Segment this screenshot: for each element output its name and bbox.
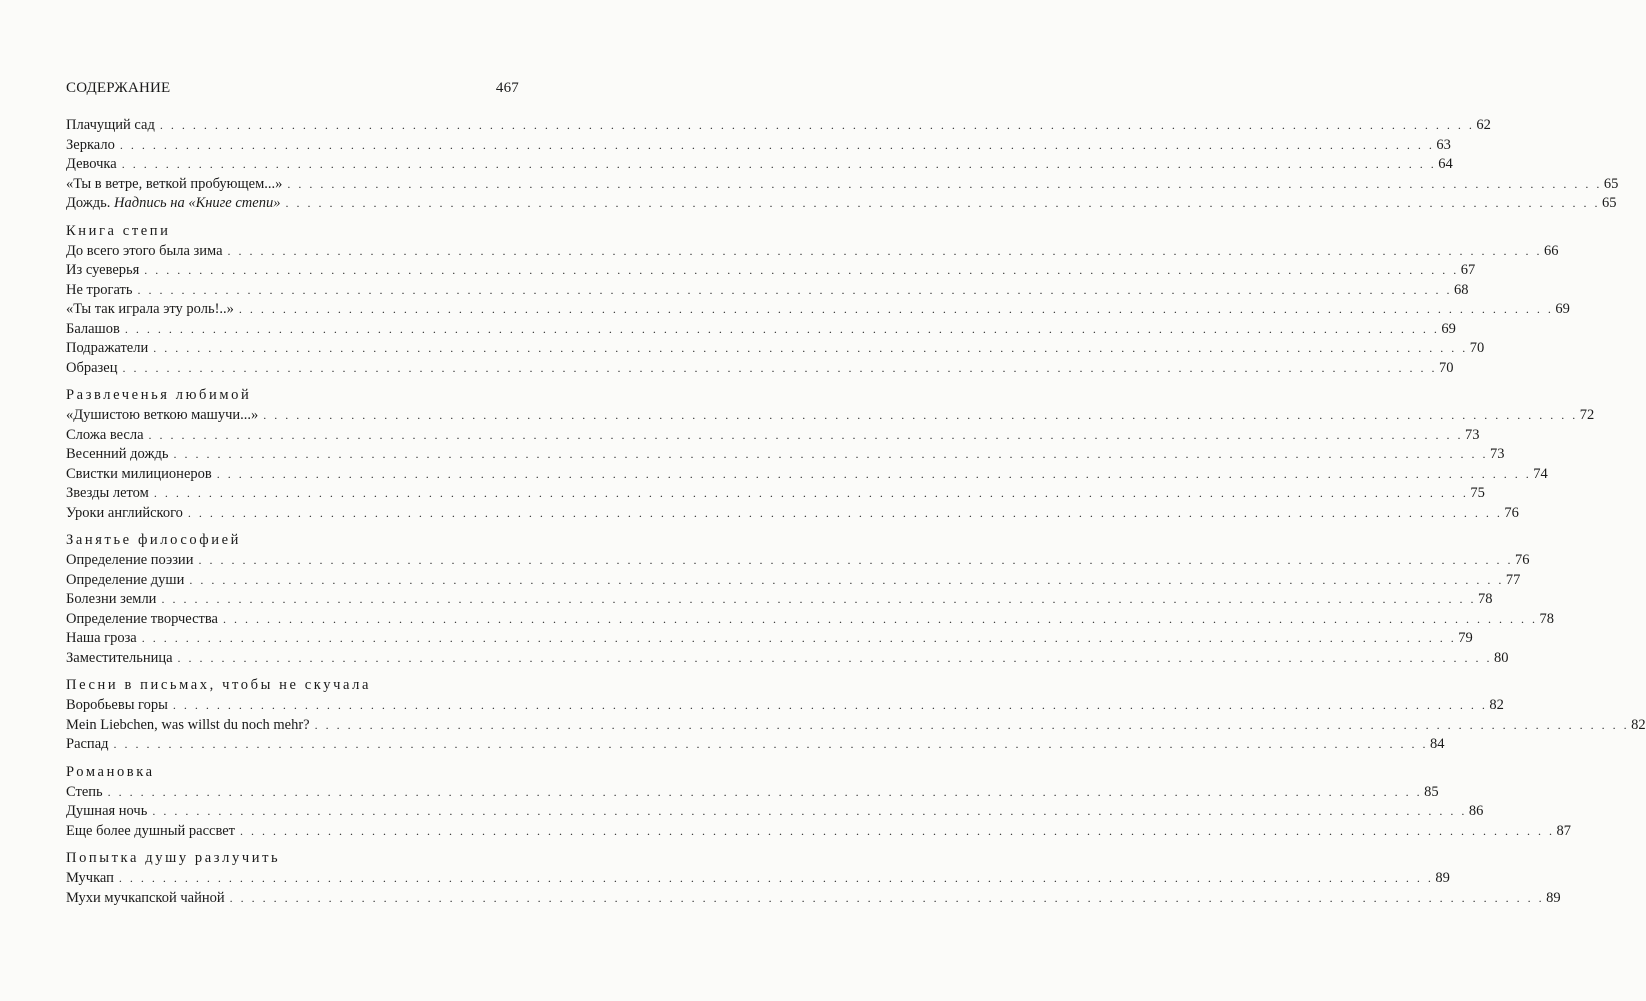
toc-entry [66, 551, 1530, 571]
dot-leader: . . . . . . . . . . . . . . . . . . . . . . . . . . . . . . . . . . . . . . . . . . . . . . . . . . . . . . . . . . . . . . . . . . . . . . . . . . . . . . . . . . . . . . . . . . . . . . . . . . . . . . . . . . . . . . . . . . . . . . . . [314, 717, 1630, 732]
dot-leader: . . . . . . . . . . . . . . . . . . . . . . . . . . . . . . . . . . . . . . . . . . . . . . . . . . . . . . . . . . . . . . . . . . . . . . . . . . . . . . . . . . . . . . . . . . . . . . . . . . . . . . . . . . . . . . . . . . . . . . . . [229, 890, 1545, 905]
dot-leader: . . . . . . . . . . . . . . . . . . . . . . . . . . . . . . . . . . . . . . . . . . . . . . . . . . . . . . . . . . . . . . . . . . . . . . . . . . . . . . . . . . . . . . . . . . . . . . . . . . . . . . . . . . . . . . . . . . . . . . . . [141, 631, 1457, 645]
toc-entry [66, 590, 1493, 610]
toc-section [66, 530, 1554, 668]
entry-title [66, 783, 108, 803]
toc-entry [66, 242, 1559, 262]
entry-page-number: 89 [1546, 889, 1561, 906]
entry-title-text: Душная ночь [66, 803, 148, 819]
toc-entry [66, 406, 1595, 426]
dot-leader: . . . . . . . . . . . . . . . . . . . . . . . . . . . . . . . . . . . . . . . . . . . . . . . . . . . . . . . . . . . . . . . . . . . . . . . . . . . . . . . . . . . . . . . . . . . . . . . . . . . . . . . . . . . . . . . . . . . . . . . . [118, 871, 1434, 885]
entry-title [66, 155, 122, 175]
dot-leader: . . . . . . . . . . . . . . . . . . . . . . . . . . . . . . . . . . . . . . . . . . . . . . . . . . . . . . . . . . . . . . . . . . . . . . . . . . . . . . . . . . . . . . . . . . . . . . . . . . . . . . . . . . . . . . . . . . . . . . . . [222, 611, 1538, 626]
entry-page-number: 66 [1544, 242, 1559, 259]
entry-title [66, 281, 138, 301]
dot-leader: . . . . . . . . . . . . . . . . . . . . . . . . . . . . . . . . . . . . . . . . . . . . . . . . . . . . . . . . . . . . . . . . . . . . . . . . . . . . . . . . . . . . . . . . . . . . . . . . . . . . . . . . . . . . . . . . . . . . . . . . [153, 486, 1469, 500]
toc-entry [66, 629, 1473, 649]
entry-title-text: Степь [66, 783, 103, 800]
entry-title-text: Сложа весла [66, 426, 144, 443]
entry-title-text: Из суеверья [66, 262, 140, 278]
dot-leader: . . . . . . . . . . . . . . . . . . . . . . . . . . . . . . . . . . . . . . . . . . . . . . . . . . . . . . . . . . . . . . . . . . . . . . . . . . . . . . . . . . . . . . . . . . . . . . . . . . . . . . . . . . . . . . . . . . . . . . . . [124, 321, 1440, 336]
toc-entry [66, 735, 1445, 755]
entry-title [66, 889, 230, 909]
toc-section [66, 848, 1561, 908]
toc-entry [66, 504, 1519, 524]
toc-entry [66, 445, 1505, 465]
running-header [66, 80, 519, 97]
toc-entry [66, 194, 1617, 214]
entry-title [66, 735, 114, 755]
entry-page-number: 72 [1579, 407, 1595, 423]
entry-title-text: Воробьевы горы [66, 697, 168, 713]
entry-title-text: Зеркало [66, 136, 115, 153]
dot-leader: . . . . . . . . . . . . . . . . . . . . . . . . . . . . . . . . . . . . . . . . . . . . . . . . . . . . . . . . . . . . . . . . . . . . . . . . . . . . . . . . . . . . . . . . . . . . . . . . . . . . . . . . . . . . . . . . . . . . . . . . [287, 176, 1602, 191]
entry-title [66, 802, 152, 822]
dot-leader: . . . . . . . . . . . . . . . . . . . . . . . . . . . . . . . . . . . . . . . . . . . . . . . . . . . . . . . . . . . . . . . . . . . . . . . . . . . . . . . . . . . . . . . . . . . . . . . . . . . . . . . . . . . . . . . . . . . . . . . . [121, 157, 1437, 171]
toc-entry [66, 116, 1491, 136]
dot-leader: . . . . . . . . . . . . . . . . . . . . . . . . . . . . . . . . . . . . . . . . . . . . . . . . . . . . . . . . . . . . . . . . . . . . . . . . . . . . . . . . . . . . . . . . . . . . . . . . . . . . . . . . . . . . . . . . . . . . . . . . [144, 263, 1459, 277]
entry-title [66, 116, 160, 136]
toc-entry [66, 465, 1548, 485]
entry-title [66, 484, 154, 504]
toc-section [66, 762, 1572, 842]
entry-title [66, 339, 153, 359]
entry-title-text: Образец [66, 359, 118, 376]
entry-title-text: До всего этого была зима [66, 242, 223, 259]
entry-page-number: 82 [1489, 697, 1504, 713]
entry-title-text: Распад [66, 736, 109, 752]
dot-leader: . . . . . . . . . . . . . . . . . . . . . . . . . . . . . . . . . . . . . . . . . . . . . . . . . . . . . . . . . . . . . . . . . . . . . . . . . . . . . . . . . . . . . . . . . . . . . . . . . . . . . . . . . . . . . . . . . . . . . . . . [177, 650, 1493, 665]
entry-title [66, 445, 173, 465]
toc-entry [66, 783, 1439, 803]
entry-title [66, 359, 122, 379]
entry-title-text: Балашов [66, 320, 120, 337]
entry-title-text: Определение поэзии [66, 552, 194, 568]
toc-entry [66, 889, 1561, 909]
entry-page-number: 84 [1430, 736, 1445, 752]
dot-leader: . . . . . . . . . . . . . . . . . . . . . . . . . . . . . . . . . . . . . . . . . . . . . . . . . . . . . . . . . . . . . . . . . . . . . . . . . . . . . . . . . . . . . . . . . . . . . . . . . . . . . . . . . . . . . . . . . . . . . . . . [148, 427, 1464, 442]
entry-title-text: Девочка [66, 156, 117, 172]
section-title: Книга степи [66, 222, 171, 239]
entry-page-number: 76 [1504, 504, 1519, 521]
entry-page-number: 64 [1438, 156, 1453, 172]
toc-entry [66, 175, 1619, 195]
entry-title-text: Подражатели [66, 340, 149, 356]
toc-entry [66, 716, 1646, 736]
entry-title [66, 300, 239, 320]
entry-title-text: Дождь. [66, 195, 115, 211]
entry-page-number: 89 [1435, 870, 1450, 886]
dot-leader: . . . . . . . . . . . . . . . . . . . . . . . . . . . . . . . . . . . . . . . . . . . . . . . . . . . . . . . . . . . . . . . . . . . . . . . . . . . . . . . . . . . . . . . . . . . . . . . . . . . . . . . . . . . . . . . . . . . . . . . . [137, 282, 1453, 297]
dot-leader: . . . . . . . . . . . . . . . . . . . . . . . . . . . . . . . . . . . . . . . . . . . . . . . . . . . . . . . . . . . . . . . . . . . . . . . . . . . . . . . . . . . . . . . . . . . . . . . . . . . . . . . . . . . . . . . . . . . . . . . . [159, 118, 1475, 132]
dot-leader: . . . . . . . . . . . . . . . . . . . . . . . . . . . . . . . . . . . . . . . . . . . . . . . . . . . . . . . . . . . . . . . . . . . . . . . . . . . . . . . . . . . . . . . . . . . . . . . . . . . . . . . . . . . . . . . . . . . . . . . . [187, 505, 1503, 520]
entry-title-text: Наша гроза [66, 630, 137, 646]
entry-title-text: Определение души [66, 571, 185, 588]
entry-title [66, 590, 161, 610]
section-title: Романовка [66, 763, 155, 780]
entry-title [66, 175, 287, 195]
entry-title [66, 426, 149, 446]
section-title: Занятье философией [66, 532, 241, 548]
dot-leader: . . . . . . . . . . . . . . . . . . . . . . . . . . . . . . . . . . . . . . . . . . . . . . . . . . . . . . . . . . . . . . . . . . . . . . . . . . . . . . . . . . . . . . . . . . . . . . . . . . . . . . . . . . . . . . . . . . . . . . . . [113, 737, 1429, 751]
toc-entry [66, 426, 1480, 446]
toc-entry [66, 300, 1570, 320]
entry-title-text: Определение творчества [66, 610, 218, 627]
toc-entry [66, 339, 1485, 359]
entry-page-number: 78 [1539, 610, 1554, 627]
toc-entry [66, 359, 1454, 379]
toc-entry [66, 869, 1450, 889]
entry-title [66, 610, 223, 630]
entry-title [66, 320, 125, 340]
toc-section [66, 221, 1570, 379]
entry-title-text: Мучкап [66, 870, 114, 886]
dot-leader: . . . . . . . . . . . . . . . . . . . . . . . . . . . . . . . . . . . . . . . . . . . . . . . . . . . . . . . . . . . . . . . . . . . . . . . . . . . . . . . . . . . . . . . . . . . . . . . . . . . . . . . . . . . . . . . . . . . . . . . . [153, 341, 1468, 355]
entry-title [66, 551, 198, 571]
entry-page-number: 77 [1505, 571, 1521, 588]
entry-title [66, 194, 285, 214]
toc-entry [66, 155, 1453, 175]
toc-entry [66, 281, 1469, 301]
section-title: Развлеченья любимой [66, 387, 252, 403]
toc-entry [66, 649, 1509, 669]
dot-leader: . . . . . . . . . . . . . . . . . . . . . . . . . . . . . . . . . . . . . . . . . . . . . . . . . . . . . . . . . . . . . . . . . . . . . . . . . . . . . . . . . . . . . . . . . . . . . . . . . . . . . . . . . . . . . . . . . . . . . . . . [263, 408, 1578, 422]
entry-title [66, 261, 144, 281]
dot-leader: . . . . . . . . . . . . . . . . . . . . . . . . . . . . . . . . . . . . . . . . . . . . . . . . . . . . . . . . . . . . . . . . . . . . . . . . . . . . . . . . . . . . . . . . . . . . . . . . . . . . . . . . . . . . . . . . . . . . . . . . [122, 360, 1437, 375]
entry-title [66, 696, 173, 716]
section-title: Попытка душу разлучить [66, 850, 281, 866]
dot-leader: . . . . . . . . . . . . . . . . . . . . . . . . . . . . . . . . . . . . . . . . . . . . . . . . . . . . . . . . . . . . . . . . . . . . . . . . . . . . . . . . . . . . . . . . . . . . . . . . . . . . . . . . . . . . . . . . . . . . . . . . [198, 553, 1513, 567]
section-title: Песни в письмах, чтобы не скучала [66, 677, 372, 693]
toc-entry [66, 261, 1476, 281]
entry-title-italic: Надпись на «Книге степи» [114, 195, 281, 211]
entry-title [66, 242, 228, 262]
toc-entry [66, 822, 1572, 842]
entry-title-text: Mein Liebchen, was willst du noch mehr? [66, 716, 310, 733]
entry-page-number: 67 [1460, 262, 1476, 278]
entry-title [66, 629, 142, 649]
entry-title-text: Свистки милиционеров [66, 465, 212, 482]
entry-title-text: Плачущий сад [66, 117, 155, 133]
entry-title-text: «Ты в ветре, веткой пробующем...» [66, 175, 283, 192]
dot-leader: . . . . . . . . . . . . . . . . . . . . . . . . . . . . . . . . . . . . . . . . . . . . . . . . . . . . . . . . . . . . . . . . . . . . . . . . . . . . . . . . . . . . . . . . . . . . . . . . . . . . . . . . . . . . . . . . . . . . . . . . [189, 572, 1504, 587]
toc-section [66, 116, 1619, 214]
toc-entry [66, 610, 1554, 630]
toc-section [66, 385, 1595, 523]
header-title: СОДЕРЖАНИЕ [66, 80, 171, 96]
entry-title [66, 504, 188, 524]
toc-entry [66, 320, 1456, 340]
table-of-contents [66, 116, 1646, 908]
entry-page-number: 76 [1514, 552, 1530, 568]
dot-leader: . . . . . . . . . . . . . . . . . . . . . . . . . . . . . . . . . . . . . . . . . . . . . . . . . . . . . . . . . . . . . . . . . . . . . . . . . . . . . . . . . . . . . . . . . . . . . . . . . . . . . . . . . . . . . . . . . . . . . . . . [238, 302, 1554, 316]
dot-leader: . . . . . . . . . . . . . . . . . . . . . . . . . . . . . . . . . . . . . . . . . . . . . . . . . . . . . . . . . . . . . . . . . . . . . . . . . . . . . . . . . . . . . . . . . . . . . . . . . . . . . . . . . . . . . . . . . . . . . . . . [119, 137, 1435, 152]
entry-page-number: 73 [1489, 446, 1505, 462]
entry-title-text: «Душистою веткою машучи...» [66, 407, 259, 423]
entry-page-number: 63 [1436, 136, 1451, 153]
entry-page-number: 69 [1555, 301, 1570, 317]
toc-entry [66, 802, 1484, 822]
entry-title-text: Заместительница [66, 649, 173, 666]
entry-page-number: 87 [1556, 822, 1572, 839]
entry-title [66, 649, 178, 669]
toc-entry [66, 136, 1451, 156]
entry-page-number: 73 [1465, 426, 1480, 443]
entry-title-text: Болезни земли [66, 591, 157, 607]
toc-entry [66, 696, 1504, 716]
header-page-number: 467 [495, 80, 519, 96]
entry-title [66, 571, 189, 591]
dot-leader: . . . . . . . . . . . . . . . . . . . . . . . . . . . . . . . . . . . . . . . . . . . . . . . . . . . . . . . . . . . . . . . . . . . . . . . . . . . . . . . . . . . . . . . . . . . . . . . . . . . . . . . . . . . . . . . . . . . . . . . . [216, 466, 1532, 481]
entry-page-number: 79 [1458, 630, 1473, 646]
entry-title-text: «Ты так играла эту роль!..» [66, 301, 234, 317]
entry-page-number: 68 [1454, 281, 1469, 298]
entry-title [66, 406, 263, 426]
entry-page-number: 78 [1477, 591, 1493, 607]
entry-page-number: 86 [1468, 803, 1484, 819]
entry-title-text: Не трогать [66, 281, 133, 298]
entry-page-number: 75 [1470, 485, 1485, 501]
dot-leader: . . . . . . . . . . . . . . . . . . . . . . . . . . . . . . . . . . . . . . . . . . . . . . . . . . . . . . . . . . . . . . . . . . . . . . . . . . . . . . . . . . . . . . . . . . . . . . . . . . . . . . . . . . . . . . . . . . . . . . . . [172, 698, 1488, 712]
entry-title [66, 716, 315, 736]
entry-page-number: 70 [1438, 359, 1454, 376]
toc-entry [66, 571, 1521, 591]
dot-leader: . . . . . . . . . . . . . . . . . . . . . . . . . . . . . . . . . . . . . . . . . . . . . . . . . . . . . . . . . . . . . . . . . . . . . . . . . . . . . . . . . . . . . . . . . . . . . . . . . . . . . . . . . . . . . . . . . . . . . . . . [161, 592, 1476, 606]
entry-page-number: 69 [1441, 320, 1456, 337]
entry-page-number: 82 [1631, 716, 1646, 733]
entry-page-number: 70 [1469, 340, 1485, 356]
entry-page-number: 85 [1424, 783, 1439, 800]
dot-leader: . . . . . . . . . . . . . . . . . . . . . . . . . . . . . . . . . . . . . . . . . . . . . . . . . . . . . . . . . . . . . . . . . . . . . . . . . . . . . . . . . . . . . . . . . . . . . . . . . . . . . . . . . . . . . . . . . . . . . . . . [285, 196, 1600, 210]
entry-page-number: 80 [1494, 649, 1509, 666]
entry-title-text: Уроки английского [66, 504, 183, 521]
toc-section [66, 675, 1646, 755]
dot-leader: . . . . . . . . . . . . . . . . . . . . . . . . . . . . . . . . . . . . . . . . . . . . . . . . . . . . . . . . . . . . . . . . . . . . . . . . . . . . . . . . . . . . . . . . . . . . . . . . . . . . . . . . . . . . . . . . . . . . . . . . [107, 784, 1423, 799]
entry-page-number: 65 [1601, 195, 1617, 211]
entry-page-number: 62 [1476, 117, 1491, 133]
dot-leader: . . . . . . . . . . . . . . . . . . . . . . . . . . . . . . . . . . . . . . . . . . . . . . . . . . . . . . . . . . . . . . . . . . . . . . . . . . . . . . . . . . . . . . . . . . . . . . . . . . . . . . . . . . . . . . . . . . . . . . . . [240, 823, 1555, 838]
entry-title [66, 136, 120, 156]
entry-title-text: Звезды летом [66, 485, 149, 501]
entry-title-text: Мухи мучкапской чайной [66, 889, 225, 906]
dot-leader: . . . . . . . . . . . . . . . . . . . . . . . . . . . . . . . . . . . . . . . . . . . . . . . . . . . . . . . . . . . . . . . . . . . . . . . . . . . . . . . . . . . . . . . . . . . . . . . . . . . . . . . . . . . . . . . . . . . . . . . . [152, 804, 1467, 818]
entry-title-text: Весенний дождь [66, 446, 169, 462]
entry-title [66, 869, 119, 889]
dot-leader: . . . . . . . . . . . . . . . . . . . . . . . . . . . . . . . . . . . . . . . . . . . . . . . . . . . . . . . . . . . . . . . . . . . . . . . . . . . . . . . . . . . . . . . . . . . . . . . . . . . . . . . . . . . . . . . . . . . . . . . . [227, 243, 1543, 258]
entry-title [66, 822, 240, 842]
toc-entry [66, 484, 1485, 504]
entry-title [66, 465, 217, 485]
entry-title-text: Еще более душный рассвет [66, 822, 236, 839]
dot-leader: . . . . . . . . . . . . . . . . . . . . . . . . . . . . . . . . . . . . . . . . . . . . . . . . . . . . . . . . . . . . . . . . . . . . . . . . . . . . . . . . . . . . . . . . . . . . . . . . . . . . . . . . . . . . . . . . . . . . . . . . [173, 447, 1488, 461]
entry-page-number: 74 [1533, 465, 1548, 482]
entry-page-number: 65 [1603, 175, 1619, 192]
